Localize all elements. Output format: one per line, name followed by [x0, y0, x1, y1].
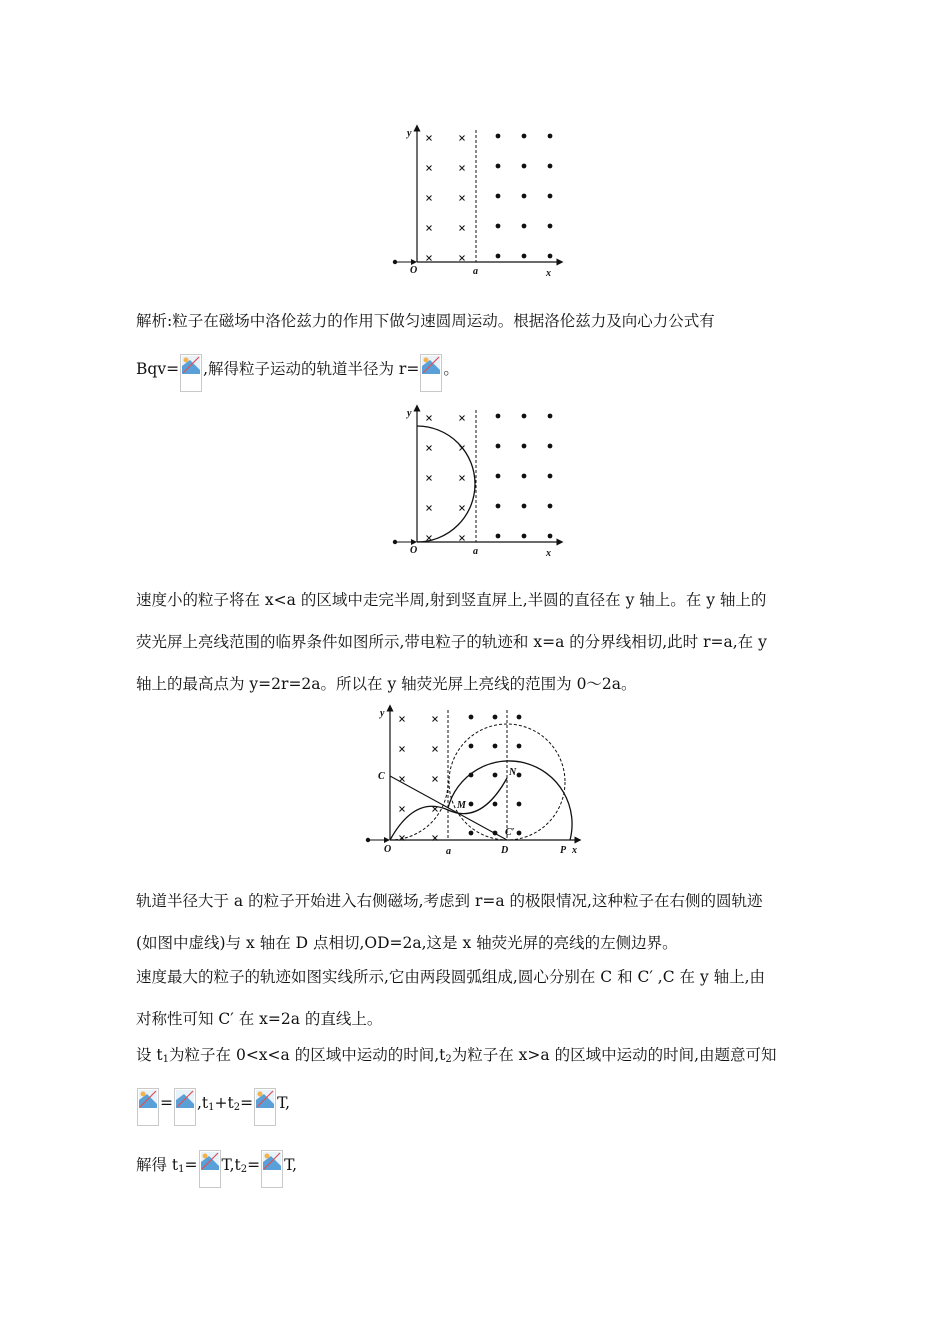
- field-dot-mark: [548, 164, 553, 169]
- field-dot-mark: [517, 802, 522, 807]
- field-dot-mark: [469, 715, 474, 720]
- point-n-label: N: [509, 767, 517, 778]
- field-dot-mark: [469, 802, 474, 807]
- paragraph-6: [136, 1045, 826, 1070]
- text-period: 。: [443, 360, 459, 378]
- broken-image-icon: [182, 356, 200, 374]
- text-equals: =: [247, 1156, 261, 1174]
- formula-image-placeholder: [261, 1150, 283, 1188]
- field-cross-mark: [433, 717, 438, 722]
- subscript-2: 2: [445, 1054, 452, 1065]
- text-T: T,: [277, 1094, 291, 1112]
- field-dot-mark: [493, 831, 498, 836]
- field-dot-mark: [548, 194, 553, 199]
- field-dot-mark: [517, 831, 522, 836]
- field-dot-mark: [496, 254, 501, 259]
- broken-image-icon: [256, 1090, 274, 1108]
- field-cross-mark: [433, 747, 438, 752]
- field-dot-mark: [517, 744, 522, 749]
- field-cross-mark: [460, 506, 465, 511]
- paragraph-3-line-3: 轴上的最高点为 y=2r=2a。所以在 y 轴荧光屏上亮线的范围为 0～2a。: [136, 675, 637, 693]
- field-out-of-page-dots: [496, 134, 553, 259]
- field-cross-mark: [433, 777, 438, 782]
- formula-image-placeholder: [137, 1088, 159, 1126]
- field-dot-mark: [548, 534, 553, 539]
- field-cross-mark: [433, 807, 438, 812]
- text-equals: =: [160, 1094, 173, 1112]
- text-T-comma-t: T,t: [221, 1156, 241, 1174]
- text-equals: =: [184, 1156, 198, 1174]
- a-label: a: [446, 846, 451, 857]
- broken-image-icon: [263, 1152, 281, 1170]
- paragraph-4-line-1: 轨道半径大于 a 的粒子开始进入右侧磁场,考虑到 r=a 的极限情况,这种粒子在右侧的圆轨迹: [136, 892, 763, 910]
- a-label: a: [473, 266, 478, 277]
- y-axis-label: y: [407, 128, 412, 139]
- field-dot-mark: [522, 194, 527, 199]
- point-c-label: C: [378, 771, 385, 782]
- field-dot-mark: [548, 474, 553, 479]
- limit-arc-left-dashed: [390, 782, 448, 840]
- text-radius: ,解得粒子运动的轨道半径为 r=: [203, 360, 420, 378]
- field-dot-mark: [548, 224, 553, 229]
- field-cross-mark: [460, 476, 465, 481]
- field-cross-mark: [460, 256, 465, 261]
- field-cross-mark: [427, 536, 432, 541]
- text-plus-t: +t: [214, 1094, 234, 1112]
- field-dot-mark: [522, 164, 527, 169]
- field-into-page-crosses: [427, 416, 465, 541]
- field-cross-mark: [427, 416, 432, 421]
- field-dot-mark: [496, 474, 501, 479]
- field-cross-mark: [427, 476, 432, 481]
- field-cross-mark: [460, 196, 465, 201]
- y-axis-label: y: [407, 408, 412, 419]
- a-label: a: [473, 546, 478, 557]
- subscript-1: 1: [162, 1054, 170, 1065]
- field-dot-mark: [548, 414, 553, 419]
- field-dot-mark: [522, 534, 527, 539]
- text-equals: =: [240, 1094, 254, 1112]
- field-dot-mark: [496, 534, 501, 539]
- figure-2-svg: [370, 400, 570, 565]
- field-dot-mark: [496, 444, 501, 449]
- field-dot-mark: [522, 224, 527, 229]
- point-c-prime-label: C′: [505, 827, 515, 838]
- subscript-1: 1: [208, 1102, 215, 1113]
- origin-label: O: [410, 545, 418, 556]
- formula-image-placeholder: [174, 1088, 196, 1126]
- x-axis-label: x: [572, 845, 577, 856]
- text-T: T,: [284, 1156, 298, 1174]
- field-cross-mark: [400, 717, 405, 722]
- paragraph-5-line-1: 速度最大的粒子的轨迹如图实线所示,它由两段圆弧组成,圆心分别在 C 和 C′ ,C 在 y 轴上,由: [136, 968, 766, 986]
- field-dot-mark: [496, 134, 501, 139]
- field-dot-mark: [496, 504, 501, 509]
- field-dot-mark: [496, 224, 501, 229]
- field-dot-mark: [493, 802, 498, 807]
- field-cross-mark: [460, 166, 465, 171]
- text-bqv: Bqv=: [136, 360, 180, 378]
- field-cross-mark: [460, 416, 465, 421]
- origin-label: O: [410, 265, 418, 276]
- field-dot-mark: [522, 504, 527, 509]
- x-axis-label: x: [546, 548, 551, 559]
- paragraph-4-line-2: (如图中虚线)与 x 轴在 D 点相切,OD=2a,这是 x 轴荧光屏的亮线的左侧边界。: [136, 934, 678, 952]
- figure-1-magnetic-field: [370, 120, 570, 285]
- field-dot-mark: [548, 444, 553, 449]
- figure-3-svg: [360, 700, 590, 862]
- field-dot-mark: [522, 414, 527, 419]
- field-dot-mark: [522, 254, 527, 259]
- field-dot-mark: [496, 414, 501, 419]
- text-conclusion: 为粒子在 x>a 的区域中运动的时间,由题意可知: [451, 1046, 777, 1064]
- field-cross-mark: [400, 807, 405, 812]
- field-cross-mark: [460, 446, 465, 451]
- broken-image-icon: [176, 1090, 194, 1108]
- origin-label: O: [384, 844, 392, 855]
- paragraph-1: 解析:粒子在磁场中洛伦兹力的作用下做匀速圆周运动。根据洛伦兹力及向心力公式有: [136, 312, 715, 330]
- text-solve-t: 解得 t: [136, 1156, 179, 1174]
- field-cross-mark: [427, 446, 432, 451]
- field-dot-mark: [496, 164, 501, 169]
- field-cross-mark: [427, 166, 432, 171]
- formula-image-placeholder: [180, 354, 202, 392]
- text-t2-intro: 为粒子在 0<x<a 的区域中运动的时间,t: [169, 1046, 446, 1064]
- field-cross-mark: [400, 777, 405, 782]
- subscript-2: 2: [233, 1102, 241, 1113]
- field-into-page-crosses: [427, 136, 465, 261]
- point-m-label: M: [457, 800, 466, 811]
- field-cross-mark: [427, 226, 432, 231]
- field-dot-mark: [522, 134, 527, 139]
- subscript-1: 1: [178, 1164, 185, 1175]
- field-cross-mark: [427, 136, 432, 141]
- field-dot-mark: [548, 504, 553, 509]
- field-dot-mark: [517, 715, 522, 720]
- broken-image-icon: [139, 1090, 157, 1108]
- paragraph-5-line-2: 对称性可知 C′ 在 x=2a 的直线上。: [136, 1010, 383, 1028]
- formula-image-placeholder: [420, 354, 442, 392]
- field-out-of-page-dots: [496, 414, 553, 539]
- field-cross-mark: [427, 506, 432, 511]
- subscript-2: 2: [240, 1164, 248, 1175]
- field-cross-mark: [400, 747, 405, 752]
- field-dot-mark: [548, 254, 553, 259]
- field-cross-mark: [427, 256, 432, 261]
- point-d-label: D: [501, 845, 509, 856]
- semicircle-trajectory: [417, 426, 475, 542]
- formula-image-placeholder: [254, 1088, 276, 1126]
- broken-image-icon: [201, 1152, 219, 1170]
- field-dot-mark: [517, 773, 522, 778]
- x-axis-label: x: [546, 268, 551, 279]
- text-comma-t: ,t: [197, 1094, 209, 1112]
- formula-image-placeholder: [199, 1150, 221, 1188]
- field-cross-mark: [427, 196, 432, 201]
- point-p-label: P: [560, 845, 567, 856]
- field-dot-mark: [522, 474, 527, 479]
- paragraph-3-line-2: 荧光屏上亮线范围的临界条件如图所示,带电粒子的轨迹和 x=a 的分界线相切,此时 r=a,在 y: [136, 633, 767, 651]
- field-cross-mark: [460, 226, 465, 231]
- text-t1-intro: 设 t: [136, 1046, 163, 1064]
- y-axis-label: y: [380, 708, 385, 719]
- figure-1-svg: [370, 120, 570, 285]
- field-cross-mark: [460, 136, 465, 141]
- field-dot-mark: [548, 134, 553, 139]
- field-dot-mark: [493, 773, 498, 778]
- field-dot-mark: [469, 773, 474, 778]
- field-dot-mark: [469, 744, 474, 749]
- paragraph-3-line-1: 速度小的粒子将在 x<a 的区域中走完半周,射到竖直屏上,半圆的直径在 y 轴上。在 y 轴上的: [136, 591, 767, 609]
- broken-image-icon: [422, 356, 440, 374]
- field-cross-mark: [460, 536, 465, 541]
- field-dot-mark: [496, 194, 501, 199]
- paragraph-8-solution: [136, 1150, 826, 1188]
- field-dot-mark: [493, 744, 498, 749]
- figure-2-semicircle-trajectory: [370, 400, 570, 565]
- field-dot-mark: [469, 831, 474, 836]
- paragraph-2: [136, 354, 826, 392]
- field-dot-mark: [493, 715, 498, 720]
- figure-3-two-arc-trajectory: [360, 700, 590, 862]
- field-dot-mark: [522, 444, 527, 449]
- paragraph-7-equations: [136, 1088, 826, 1126]
